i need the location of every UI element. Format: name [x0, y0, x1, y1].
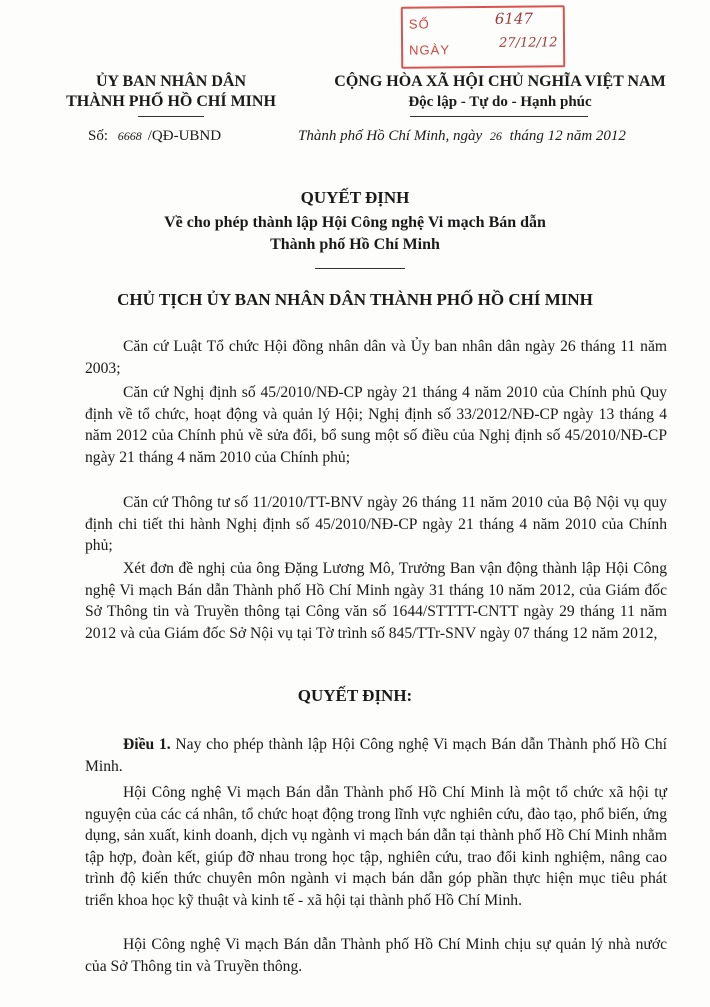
national-header	[305, 72, 695, 112]
doc-number-prefix: Số:	[88, 128, 109, 144]
body-paragraph-1: Hội Công nghệ Vi mạch Bán dẫn Thành phố Hồ Chí Minh là một tổ chức xã hội tự nguyện của các cá nhân, tổ chức hoạt động trong lĩnh vực nghiên cứu, đào tạo, phổ biến, ứng dụng, sản xuất, kinh doanh, dịch vụ ngành vi mạch bán dẫn tại thành phố Hồ Chí Minh nhằm tập hợp, đoàn kết, giúp đỡ nhau trong học tập, nghiên cứu, trao đổi kinh nghiệm, nâng cao trình độ kiến thức chuyên môn ngành vi mạch bán dẫn góp phần thực hiện mục tiêu phát triển khoa học kỹ thuật và kinh tế - xã hội tại thành phố Hồ Chí Minh.	[85, 784, 667, 909]
stamp-ngay-label: NGÀY	[409, 42, 451, 58]
issuer-underline	[138, 116, 204, 117]
national-motto: Độc lập - Tự do - Hạnh phúc	[408, 94, 592, 110]
stamp-so-value: 6147	[494, 9, 534, 28]
issuer-header	[40, 72, 302, 112]
subtitle-line2: Thành phố Hồ Chí Minh	[270, 236, 440, 253]
preamble-4: Xét đơn đề nghị của ông Đặng Lương Mô, Trưởng Ban vận động thành lập Hội Công nghệ Vi mạch Bán dẫn Thành phố Hồ Chí Minh ngày 31 tháng 10 năm 2012, của Giám đốc Sở Thông tin và Truyền thông tại Công văn số 1644/STTTT-CNTT ngày 29 tháng 11 năm 2012 và của Giám đốc Sở Nội vụ tại Tờ trình số 845/TTr-SNV ngày 07 tháng 12 năm 2012,	[85, 560, 667, 642]
article-1-text: Nay cho phép thành lập Hội Công nghệ Vi mạch Bán dẫn Thành phố Hồ Chí Minh.	[85, 736, 667, 775]
place-date-day: 26	[489, 129, 502, 143]
article-1-label: Điều 1.	[123, 736, 171, 753]
decision-heading: QUYẾT ĐỊNH:	[297, 686, 413, 705]
document-title: QUYẾT ĐỊNH	[300, 188, 410, 207]
place-date-prefix: Thành phố Hồ Chí Minh, ngày	[298, 128, 483, 144]
document-subtitle	[0, 212, 710, 256]
preamble-2: Căn cứ Nghị định số 45/2010/NĐ-CP ngày 21 tháng 4 năm 2010 của Chính phủ Quy định về tổ chức, hoạt động và quản lý Hội; Nghị định số 33/2012/NĐ-CP ngày 13 tháng 4 năm 2012 của Chính phủ về sửa đổi, bổ sung một số điều của Nghị định số 45/2010/NĐ-CP ngày 21 tháng 4 năm 2010 của Chính phủ;	[85, 384, 667, 466]
title-underline	[315, 268, 405, 269]
issuer-line1: ỦY BAN NHÂN DÂN	[95, 73, 247, 90]
doc-number-value: 6668	[117, 129, 142, 143]
preamble-3: Căn cứ Thông tư số 11/2010/TT-BNV ngày 26 tháng 11 năm 2010 của Bộ Nội vụ quy định chi tiết thi hành Nghị định số 45/2010/NĐ-CP ngày 21 tháng 4 năm 2010 của Chính phủ;	[85, 494, 667, 554]
national-title: CỘNG HÒA XÃ HỘI CHỦ NGHĨA VIỆT NAM	[334, 73, 666, 90]
place-date	[298, 128, 626, 145]
stamp-so-label: SỐ	[408, 16, 430, 32]
motto-underline	[410, 116, 588, 117]
received-stamp	[401, 5, 566, 68]
doc-number-suffix: /QĐ-UBND	[147, 128, 222, 144]
issuer-line2: THÀNH PHỐ HỒ CHÍ MINH	[66, 93, 276, 110]
document-number	[88, 128, 221, 145]
stamp-ngay-value: 27/12/12	[498, 35, 558, 51]
place-date-rest: tháng 12 năm 2012	[509, 128, 626, 144]
subtitle-line1: Về cho phép thành lập Hội Công nghệ Vi mạch Bán dẫn	[164, 214, 546, 231]
body-paragraph-2: Hội Công nghệ Vi mạch Bán dẫn Thành phố Hồ Chí Minh chịu sự quản lý nhà nước của Sở Thông tin và Truyền thông.	[85, 936, 667, 975]
article-1	[85, 734, 667, 777]
authority-heading: CHỦ TỊCH ỦY BAN NHÂN DÂN THÀNH PHỐ HỒ CHÍ MINH	[117, 290, 593, 309]
preamble-1: Căn cứ Luật Tổ chức Hội đồng nhân dân và Ủy ban nhân dân ngày 26 tháng 11 năm 2003;	[85, 338, 667, 377]
